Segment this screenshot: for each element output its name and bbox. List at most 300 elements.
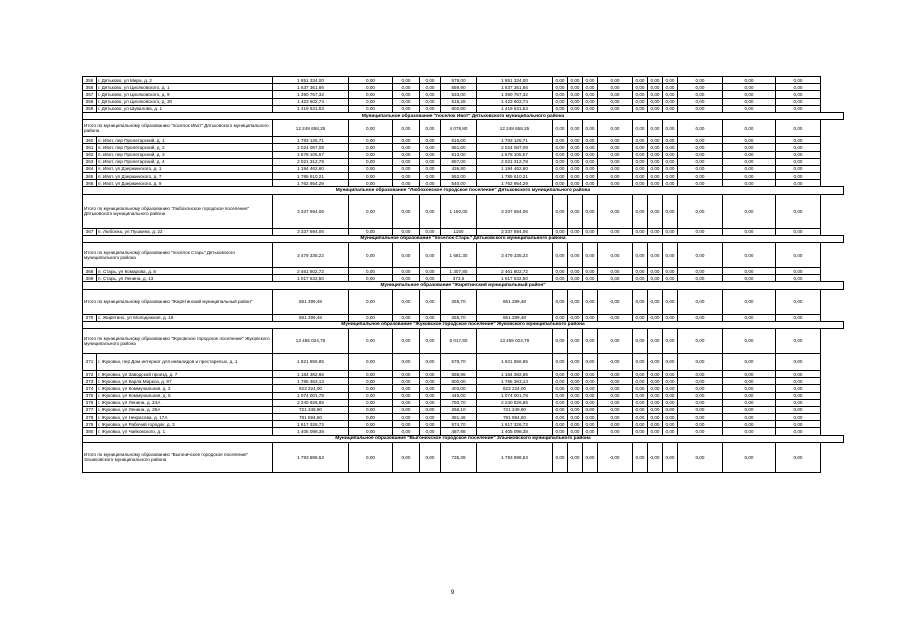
value-cell: 0,00 xyxy=(678,385,723,392)
row-number: 374 xyxy=(83,385,97,392)
amount-cell: 0,00 xyxy=(420,194,441,228)
funding-total-cell: 1 419 631,53 xyxy=(477,105,553,112)
area-cell: 1 150,00 xyxy=(441,194,477,228)
value-cell: 0,00 xyxy=(633,275,648,282)
row-number: 364 xyxy=(83,165,97,172)
value-cell: 0,00 xyxy=(723,165,776,172)
funding-total-cell: 3 337 694,06 xyxy=(477,194,553,228)
value-cell: 0,00 xyxy=(583,165,598,172)
value-cell: 0,00 xyxy=(583,406,598,413)
address-cell: п. Ивот, пер Пролетарский, д. 1 xyxy=(97,137,273,144)
value-cell: 0,00 xyxy=(776,268,821,275)
value-cell: 0,00 xyxy=(776,228,821,235)
value-cell: 0,00 xyxy=(776,144,821,151)
amount-cell: 0,00 xyxy=(393,328,420,353)
row-number: 378 xyxy=(83,414,97,421)
table-row xyxy=(83,98,844,105)
funding-total-cell: 1 017 532,50 xyxy=(477,275,553,282)
value-cell: 0,00 xyxy=(663,243,678,268)
value-cell: 0,00 xyxy=(678,120,723,137)
value-cell: 0,00 xyxy=(776,120,821,137)
value-cell: 0,00 xyxy=(598,399,633,406)
value-cell: 0,00 xyxy=(553,378,568,385)
total-cost-cell: 1 184 382,66 xyxy=(273,370,349,377)
value-cell: 0,00 xyxy=(723,414,776,421)
amount-cell: 0,00 xyxy=(420,173,441,180)
value-cell: 0,00 xyxy=(678,314,723,321)
value-cell: 0,00 xyxy=(568,421,583,428)
value-cell: 0,00 xyxy=(776,173,821,180)
value-cell: 0,00 xyxy=(678,165,723,172)
value-cell: 0,00 xyxy=(723,105,776,112)
value-cell: 0,00 xyxy=(663,275,678,282)
total-cost-cell: 1 783 125,71 xyxy=(273,137,349,144)
value-cell: 0,00 xyxy=(583,91,598,98)
value-cell: 0,00 xyxy=(663,120,678,137)
value-cell: 0,00 xyxy=(648,268,663,275)
funding-total-cell: 13 455 024,78 xyxy=(477,328,553,353)
value-cell: 0,00 xyxy=(678,428,723,435)
address-cell: г. Дятьково, ул Циолковского, д. 9 xyxy=(97,91,273,98)
municipality-heading: Муниципальное образование "Любохонское городское поселение" Дятьковского муниципального района xyxy=(83,187,844,194)
value-cell: 0,00 xyxy=(678,243,723,268)
value-cell: 0,00 xyxy=(568,378,583,385)
value-cell: 0,00 xyxy=(583,151,598,158)
amount-cell: 0,00 xyxy=(393,289,420,314)
capital-repair-table xyxy=(82,76,844,473)
address-cell: п. Любохна, ул Пушкина, д. 22 xyxy=(97,228,273,235)
amount-cell: 0,00 xyxy=(349,144,393,151)
row-number: 372 xyxy=(83,370,97,377)
value-cell: 0,00 xyxy=(723,314,776,321)
subtotal-row xyxy=(83,120,844,137)
value-cell: 0,00 xyxy=(648,275,663,282)
amount-cell: 0,00 xyxy=(349,385,393,392)
value-cell: 0,00 xyxy=(598,151,633,158)
row-number: 361 xyxy=(83,144,97,151)
value-cell: 0,00 xyxy=(723,77,776,84)
table-row xyxy=(83,180,844,187)
amount-cell: 0,00 xyxy=(393,151,420,158)
funding-total-cell: 1 785 363,13 xyxy=(477,378,553,385)
value-cell: 0,00 xyxy=(678,194,723,228)
value-cell: 0,00 xyxy=(598,120,633,137)
amount-cell: 0,00 xyxy=(393,98,420,105)
value-cell: 0,00 xyxy=(633,421,648,428)
municipality-heading: Муниципальное образование "Жирятинский муниципальный район" xyxy=(83,282,844,289)
value-cell: 0,00 xyxy=(663,228,678,235)
row-number: 365 xyxy=(83,173,97,180)
table-row xyxy=(83,151,844,158)
value-cell: 0,00 xyxy=(723,328,776,353)
address-cell: г. Дятьково, ул Циолковского, д. 1 xyxy=(97,84,273,91)
funding-total-cell: 3 337 694,06 xyxy=(477,228,553,235)
total-cost-cell: 3 479 335,22 xyxy=(273,243,349,268)
address-cell: п. Ивот, ул Дзержинского, д. 7 xyxy=(97,173,273,180)
address-cell: п. Ивот, ул Дзержинского, д. 1 xyxy=(97,165,273,172)
funding-total-cell: 2 240 926,85 xyxy=(477,399,553,406)
table-row xyxy=(83,314,844,321)
value-cell: 0,00 xyxy=(648,378,663,385)
funding-total-cell: 2 461 802,72 xyxy=(477,268,553,275)
address-cell: п. Ивот, пер Пролетарский, д. 4 xyxy=(97,158,273,165)
area-cell: 613,00 xyxy=(441,151,477,158)
value-cell: 0,00 xyxy=(723,268,776,275)
total-cost-cell: 1 074 001,78 xyxy=(273,392,349,399)
value-cell: 0,00 xyxy=(598,165,633,172)
table-row xyxy=(83,414,844,421)
value-cell: 0,00 xyxy=(776,84,821,91)
amount-cell: 0,00 xyxy=(393,353,420,370)
value-cell: 0,00 xyxy=(598,158,633,165)
value-cell: 0,00 xyxy=(633,370,648,377)
municipality-heading-row xyxy=(83,282,844,289)
amount-cell: 0,00 xyxy=(349,77,393,84)
value-cell: 0,00 xyxy=(663,406,678,413)
value-cell: 0,00 xyxy=(633,165,648,172)
row-number: 368 xyxy=(83,268,97,275)
value-cell: 0,00 xyxy=(598,314,633,321)
amount-cell: 0,00 xyxy=(349,421,393,428)
area-cell: 579,70 xyxy=(441,353,477,370)
value-cell: 0,00 xyxy=(723,151,776,158)
amount-cell: 0,00 xyxy=(349,442,393,472)
amount-cell: 0,00 xyxy=(349,84,393,91)
value-cell: 0,00 xyxy=(583,428,598,435)
value-cell: 0,00 xyxy=(568,91,583,98)
area-cell: 657,00 xyxy=(441,158,477,165)
amount-cell: 0,00 xyxy=(420,180,441,187)
address-cell: г. Жуковка, ул Коммунальная, д. 5 xyxy=(97,392,273,399)
address-cell: п. Ивот, ул Дзержинского, д. 9 xyxy=(97,180,273,187)
value-cell: 0,00 xyxy=(583,289,598,314)
value-cell: 0,00 xyxy=(568,442,583,472)
value-cell: 0,00 xyxy=(598,180,633,187)
value-cell: 0,00 xyxy=(678,421,723,428)
area-cell: 265,70 xyxy=(441,289,477,314)
value-cell: 0,00 xyxy=(723,392,776,399)
funding-total-cell: 1 678 105,57 xyxy=(477,151,553,158)
total-cost-cell: 2 461 802,72 xyxy=(273,268,349,275)
amount-cell: 0,00 xyxy=(420,84,441,91)
value-cell: 0,00 xyxy=(583,137,598,144)
value-cell: 0,00 xyxy=(568,120,583,137)
value-cell: 0,00 xyxy=(583,442,598,472)
row-number: 379 xyxy=(83,421,97,428)
address-cell: п. Ивот, пер Пролетарский, д. 3 xyxy=(97,151,273,158)
table-row xyxy=(83,91,844,98)
total-cost-cell: 1 017 532,50 xyxy=(273,275,349,282)
amount-cell: 0,00 xyxy=(349,151,393,158)
value-cell: 0,00 xyxy=(633,84,648,91)
area-cell: 436,80 xyxy=(441,165,477,172)
funding-total-cell: 1 793 898,53 xyxy=(477,442,553,472)
row-number: 355 xyxy=(83,77,97,84)
value-cell: 0,00 xyxy=(553,268,568,275)
value-cell: 0,00 xyxy=(723,84,776,91)
value-cell: 0,00 xyxy=(776,275,821,282)
value-cell: 0,00 xyxy=(598,370,633,377)
total-cost-cell: 1 793 898,53 xyxy=(273,442,349,472)
value-cell: 0,00 xyxy=(776,399,821,406)
value-cell: 0,00 xyxy=(568,173,583,180)
value-cell: 0,00 xyxy=(553,421,568,428)
page-number: 9 xyxy=(450,590,455,596)
amount-cell: 0,00 xyxy=(420,442,441,472)
area-cell: 265,70 xyxy=(441,314,477,321)
value-cell: 0,00 xyxy=(598,137,633,144)
value-cell: 0,00 xyxy=(723,421,776,428)
amount-cell: 0,00 xyxy=(420,98,441,105)
value-cell: 0,00 xyxy=(723,228,776,235)
value-cell: 0,00 xyxy=(723,144,776,151)
value-cell: 0,00 xyxy=(568,180,583,187)
table-row xyxy=(83,84,844,91)
funding-total-cell: 861 299,48 xyxy=(477,314,553,321)
funding-total-cell: 1 390 767,32 xyxy=(477,91,553,98)
amount-cell: 0,00 xyxy=(393,378,420,385)
table-row xyxy=(83,165,844,172)
value-cell: 0,00 xyxy=(648,165,663,172)
subtotal-row xyxy=(83,328,844,353)
area-cell: 615,00 xyxy=(441,137,477,144)
value-cell: 0,00 xyxy=(648,91,663,98)
value-cell: 0,00 xyxy=(678,275,723,282)
amount-cell: 0,00 xyxy=(349,399,393,406)
value-cell: 0,00 xyxy=(633,228,648,235)
subtotal-label: Итого по муниципальному образованию "Выгоничское городское поселение" Злынковского муниципального района xyxy=(83,442,273,472)
value-cell: 0,00 xyxy=(723,180,776,187)
amount-cell: 0,00 xyxy=(393,105,420,112)
row-number: 363 xyxy=(83,158,97,165)
table-row xyxy=(83,392,844,399)
funding-total-cell: 781 594,50 xyxy=(477,414,553,421)
amount-cell: 0,00 xyxy=(349,289,393,314)
table-row xyxy=(83,228,844,235)
value-cell: 0,00 xyxy=(723,399,776,406)
funding-total-cell: 823 224,00 xyxy=(477,385,553,392)
value-cell: 0,00 xyxy=(663,314,678,321)
amount-cell: 0,00 xyxy=(349,165,393,172)
value-cell: 0,00 xyxy=(633,314,648,321)
value-cell: 0,00 xyxy=(633,77,648,84)
value-cell: 0,00 xyxy=(663,414,678,421)
value-cell: 0,00 xyxy=(776,77,821,84)
funding-total-cell: 1 617 326,73 xyxy=(477,421,553,428)
value-cell: 0,00 xyxy=(723,243,776,268)
table-row xyxy=(83,370,844,377)
amount-cell: 0,00 xyxy=(393,158,420,165)
address-cell: г. Жуковка, ул Рабочий городок, д. 3 xyxy=(97,421,273,428)
value-cell: 0,00 xyxy=(723,289,776,314)
value-cell: 0,00 xyxy=(583,98,598,105)
value-cell: 0,00 xyxy=(776,158,821,165)
amount-cell: 0,00 xyxy=(349,328,393,353)
table-row xyxy=(83,399,844,406)
value-cell: 0,00 xyxy=(553,328,568,353)
value-cell: 0,00 xyxy=(678,173,723,180)
subtotal-row xyxy=(83,289,844,314)
municipality-heading-row xyxy=(83,112,844,119)
value-cell: 0,00 xyxy=(553,353,568,370)
value-cell: 0,00 xyxy=(663,370,678,377)
value-cell: 0,00 xyxy=(633,442,648,472)
area-cell: 445,00 xyxy=(441,392,477,399)
address-cell: г. Жуковка, пер Дом интернат для инвалидов и престарелых, д. 1 xyxy=(97,353,273,370)
amount-cell: 0,00 xyxy=(393,77,420,84)
value-cell: 0,00 xyxy=(583,173,598,180)
value-cell: 0,00 xyxy=(583,370,598,377)
row-number: 357 xyxy=(83,91,97,98)
row-number: 356 xyxy=(83,84,97,91)
value-cell: 0,00 xyxy=(678,414,723,421)
value-cell: 0,00 xyxy=(663,385,678,392)
address-cell: п. Ивот, пер Пролетарский, д. 2 xyxy=(97,144,273,151)
amount-cell: 0,00 xyxy=(393,370,420,377)
address-cell: г. Дятьково, ул Циолковского, д. 30 xyxy=(97,98,273,105)
amount-cell: 0,00 xyxy=(420,228,441,235)
value-cell: 0,00 xyxy=(568,137,583,144)
value-cell: 0,00 xyxy=(553,120,568,137)
subtotal-label: Итого по муниципальному образованию "поселок Старь" Дятьковского муниципального района xyxy=(83,243,273,268)
value-cell: 0,00 xyxy=(583,399,598,406)
value-cell: 0,00 xyxy=(663,378,678,385)
table-row xyxy=(83,144,844,151)
value-cell: 0,00 xyxy=(776,151,821,158)
area-cell: 602,80 xyxy=(441,105,477,112)
value-cell: 0,00 xyxy=(776,385,821,392)
value-cell: 0,00 xyxy=(723,370,776,377)
value-cell: 0,00 xyxy=(723,406,776,413)
value-cell: 0,00 xyxy=(583,275,598,282)
value-cell: 0,00 xyxy=(633,399,648,406)
amount-cell: 0,00 xyxy=(349,91,393,98)
total-cost-cell: 1 678 105,57 xyxy=(273,151,349,158)
value-cell: 0,00 xyxy=(776,105,821,112)
row-number: 359 xyxy=(83,105,97,112)
value-cell: 0,00 xyxy=(633,378,648,385)
value-cell: 0,00 xyxy=(648,370,663,377)
value-cell: 0,00 xyxy=(553,428,568,435)
table-row xyxy=(83,353,844,370)
value-cell: 0,00 xyxy=(583,414,598,421)
row-number: 371 xyxy=(83,353,97,370)
value-cell: 0,00 xyxy=(553,165,568,172)
value-cell: 0,00 xyxy=(678,180,723,187)
value-cell: 0,00 xyxy=(568,406,583,413)
value-cell: 0,00 xyxy=(776,137,821,144)
value-cell: 0,00 xyxy=(633,428,648,435)
value-cell: 0,00 xyxy=(598,289,633,314)
total-cost-cell: 3 337 694,06 xyxy=(273,194,349,228)
value-cell: 0,00 xyxy=(633,180,648,187)
value-cell: 0,00 xyxy=(583,353,598,370)
value-cell: 0,00 xyxy=(678,289,723,314)
value-cell: 0,00 xyxy=(678,392,723,399)
value-cell: 0,00 xyxy=(553,158,568,165)
funding-total-cell: 1 184 382,66 xyxy=(477,370,553,377)
value-cell: 0,00 xyxy=(663,421,678,428)
amount-cell: 0,00 xyxy=(393,421,420,428)
value-cell: 0,00 xyxy=(723,353,776,370)
municipality-heading-row xyxy=(83,321,844,328)
value-cell: 0,00 xyxy=(776,194,821,228)
value-cell: 0,00 xyxy=(598,414,633,421)
value-cell: 0,00 xyxy=(583,105,598,112)
value-cell: 0,00 xyxy=(553,194,568,228)
value-cell: 0,00 xyxy=(633,158,648,165)
amount-cell: 0,00 xyxy=(420,137,441,144)
table-row xyxy=(83,428,844,435)
total-cost-cell: 13 455 024,78 xyxy=(273,328,349,353)
total-cost-cell: 1 390 767,32 xyxy=(273,91,349,98)
area-cell: 574,70 xyxy=(441,421,477,428)
value-cell: 0,00 xyxy=(598,275,633,282)
funding-total-cell: 2 021 312,78 xyxy=(477,158,553,165)
total-cost-cell: 861 299,48 xyxy=(273,289,349,314)
value-cell: 0,00 xyxy=(776,414,821,421)
amount-cell: 0,00 xyxy=(349,105,393,112)
value-cell: 0,00 xyxy=(568,77,583,84)
value-cell: 0,00 xyxy=(723,173,776,180)
value-cell: 0,00 xyxy=(776,421,821,428)
value-cell: 0,00 xyxy=(583,180,598,187)
area-cell: 589,90 xyxy=(441,84,477,91)
value-cell: 0,00 xyxy=(663,392,678,399)
value-cell: 0,00 xyxy=(633,289,648,314)
value-cell: 0,00 xyxy=(633,353,648,370)
value-cell: 0,00 xyxy=(553,442,568,472)
value-cell: 0,00 xyxy=(598,406,633,413)
total-cost-cell: 3 337 694,06 xyxy=(273,228,349,235)
amount-cell: 0,00 xyxy=(349,243,393,268)
value-cell: 0,00 xyxy=(553,314,568,321)
row-number: 377 xyxy=(83,406,97,413)
amount-cell: 0,00 xyxy=(420,399,441,406)
amount-cell: 0,00 xyxy=(393,314,420,321)
value-cell: 0,00 xyxy=(776,378,821,385)
value-cell: 0,00 xyxy=(568,151,583,158)
amount-cell: 0,00 xyxy=(420,158,441,165)
value-cell: 0,00 xyxy=(553,77,568,84)
total-cost-cell: 721 249,90 xyxy=(273,406,349,413)
amount-cell: 0,00 xyxy=(349,275,393,282)
funding-total-cell: 12 249 658,25 xyxy=(477,120,553,137)
value-cell: 0,00 xyxy=(633,91,648,98)
value-cell: 0,00 xyxy=(583,392,598,399)
total-cost-cell: 781 594,50 xyxy=(273,414,349,421)
value-cell: 0,00 xyxy=(568,385,583,392)
table-row xyxy=(83,137,844,144)
value-cell: 0,00 xyxy=(568,268,583,275)
funding-total-cell: 861 299,48 xyxy=(477,289,553,314)
amount-cell: 0,00 xyxy=(420,289,441,314)
subtotal-label: Итого по муниципальному образованию "Жуковское городское поселение" Жуковского муниципального района xyxy=(83,328,273,353)
value-cell: 0,00 xyxy=(633,414,648,421)
value-cell: 0,00 xyxy=(723,275,776,282)
value-cell: 0,00 xyxy=(648,289,663,314)
value-cell: 0,00 xyxy=(583,314,598,321)
value-cell: 0,00 xyxy=(648,328,663,353)
value-cell: 0,00 xyxy=(583,243,598,268)
address-cell: г. Жуковка, ул Карла Маркса, д. 97 xyxy=(97,378,273,385)
value-cell: 0,00 xyxy=(553,414,568,421)
amount-cell: 0,00 xyxy=(420,120,441,137)
amount-cell: 0,00 xyxy=(349,353,393,370)
value-cell: 0,00 xyxy=(583,77,598,84)
funding-total-cell: 1 074 001,78 xyxy=(477,392,553,399)
row-number: 373 xyxy=(83,378,97,385)
